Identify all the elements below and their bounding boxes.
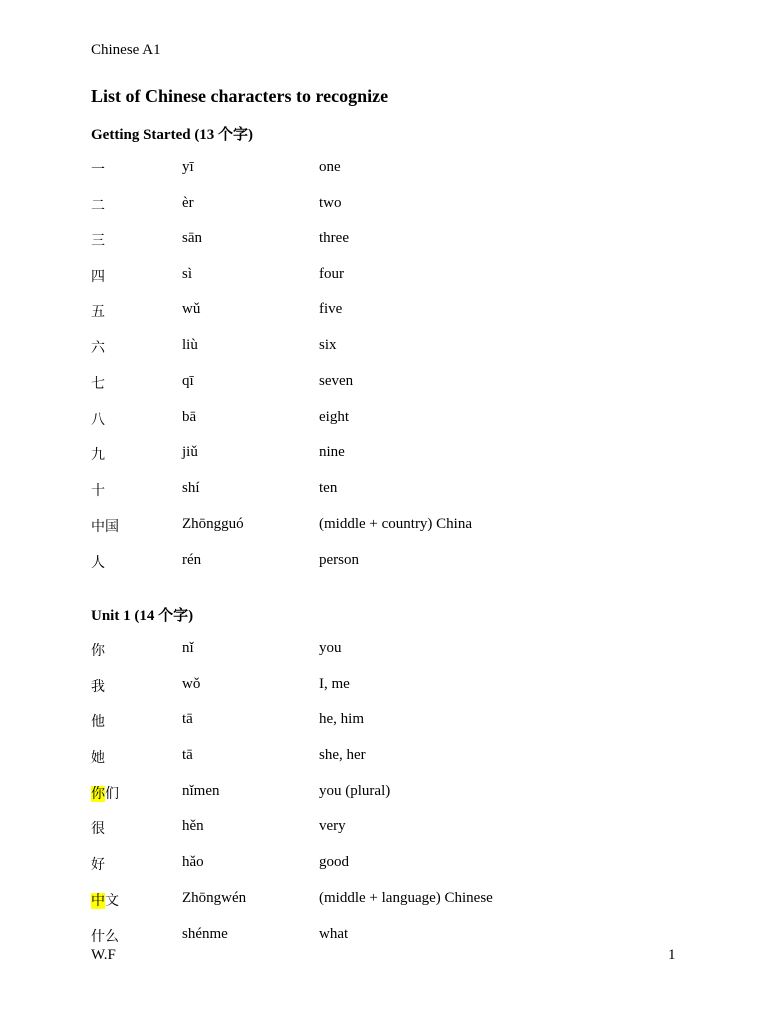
section-title-unit-1: Unit 1 (14 个字) (91, 608, 194, 624)
document-header: Chinese A1 (91, 42, 161, 58)
vocab-pinyin: wǒ (182, 676, 201, 692)
vocab-hanzi: 你 (91, 643, 105, 659)
vocab-hanzi (91, 890, 119, 910)
vocab-row (0, 854, 768, 876)
vocab-hanzi: 三 (91, 233, 105, 249)
vocab-pinyin: hǎo (182, 854, 204, 870)
vocab-row (0, 516, 768, 538)
vocab-meaning: good (319, 854, 349, 870)
vocab-pinyin: nǐ (182, 640, 194, 656)
vocab-meaning: you (319, 640, 342, 656)
document-title: List of Chinese characters to recognize (91, 86, 389, 106)
vocab-hanzi: 九 (91, 447, 105, 463)
vocab-meaning: six (319, 337, 337, 353)
vocab-hanzi: 一 (91, 162, 105, 178)
vocab-pinyin: èr (182, 195, 194, 211)
vocab-pinyin: yī (182, 159, 194, 175)
vocab-meaning: seven (319, 373, 354, 389)
vocab-pinyin: sì (182, 266, 193, 282)
vocab-hanzi: 八 (91, 412, 105, 428)
vocab-meaning: nine (319, 444, 345, 460)
vocab-meaning: I, me (319, 676, 350, 692)
vocab-hanzi: 中国 (91, 519, 119, 535)
vocab-row (0, 747, 768, 769)
vocab-row (0, 783, 768, 805)
vocab-row (0, 480, 768, 502)
vocab-pinyin: sān (182, 230, 202, 246)
vocab-pinyin: Zhōngwén (182, 890, 247, 906)
footer-author: W.F (91, 947, 116, 963)
vocab-pinyin: rén (182, 552, 202, 568)
vocab-meaning: he, him (319, 711, 364, 727)
vocab-row (0, 301, 768, 323)
vocab-row (0, 552, 768, 574)
vocab-row (0, 711, 768, 733)
vocab-pinyin: qī (182, 373, 194, 389)
vocab-hanzi: 好 (91, 857, 105, 873)
vocab-pinyin: nǐmen (182, 783, 220, 799)
highlighted-character: 你 (91, 786, 105, 802)
page-number: 1 (668, 947, 676, 963)
vocab-hanzi: 七 (91, 376, 105, 392)
vocab-meaning: you (plural) (319, 783, 391, 799)
vocab-row (0, 926, 768, 948)
vocab-hanzi: 二 (91, 198, 105, 214)
vocab-hanzi: 四 (91, 269, 105, 285)
vocab-meaning: she, her (319, 747, 366, 763)
vocab-pinyin: wǔ (182, 301, 201, 317)
vocab-hanzi: 我 (91, 679, 105, 695)
vocab-hanzi: 他 (91, 714, 105, 730)
vocab-row (0, 409, 768, 431)
vocab-pinyin: tā (182, 747, 193, 763)
section-title-getting-started: Getting Started (13 个字) (91, 127, 254, 143)
vocab-meaning: two (319, 195, 342, 211)
vocab-hanzi-rest: 们 (105, 786, 119, 802)
vocab-meaning: five (319, 301, 343, 317)
vocab-row (0, 818, 768, 840)
vocab-pinyin: bā (182, 409, 197, 425)
vocab-pinyin: tā (182, 711, 193, 727)
vocab-hanzi: 六 (91, 340, 105, 356)
vocab-row (0, 444, 768, 466)
vocab-pinyin: Zhōngguó (182, 516, 244, 532)
vocab-hanzi (91, 783, 119, 803)
vocab-meaning: one (319, 159, 341, 175)
vocab-row (0, 337, 768, 359)
vocab-pinyin: liù (182, 337, 198, 353)
vocab-hanzi: 人 (91, 555, 105, 571)
vocab-meaning: (middle + country) China (319, 516, 473, 532)
vocab-meaning: eight (319, 409, 349, 425)
vocab-row (0, 373, 768, 395)
vocab-hanzi: 五 (91, 304, 105, 320)
vocab-hanzi: 十 (91, 483, 105, 499)
vocab-pinyin: hěn (182, 818, 204, 834)
vocab-row (0, 676, 768, 698)
vocab-row (0, 159, 768, 181)
vocab-hanzi: 她 (91, 750, 105, 766)
vocab-meaning: four (319, 266, 344, 282)
vocab-hanzi: 很 (91, 821, 105, 837)
vocab-meaning: what (319, 926, 349, 942)
vocab-row (0, 640, 768, 662)
vocab-hanzi: 什么 (91, 929, 119, 945)
highlighted-character: 中 (91, 893, 105, 909)
vocab-meaning: (middle + language) Chinese (319, 890, 493, 906)
vocab-meaning: ten (319, 480, 338, 496)
vocab-row (0, 195, 768, 217)
vocab-hanzi-rest: 文 (105, 893, 119, 909)
vocab-pinyin: jiǔ (182, 444, 198, 460)
vocab-row (0, 266, 768, 288)
vocab-row (0, 230, 768, 252)
vocab-meaning: three (319, 230, 349, 246)
vocab-row (0, 890, 768, 912)
vocab-pinyin: shénme (182, 926, 228, 942)
vocab-meaning: person (319, 552, 359, 568)
vocab-pinyin: shí (182, 480, 200, 496)
vocab-meaning: very (319, 818, 346, 834)
